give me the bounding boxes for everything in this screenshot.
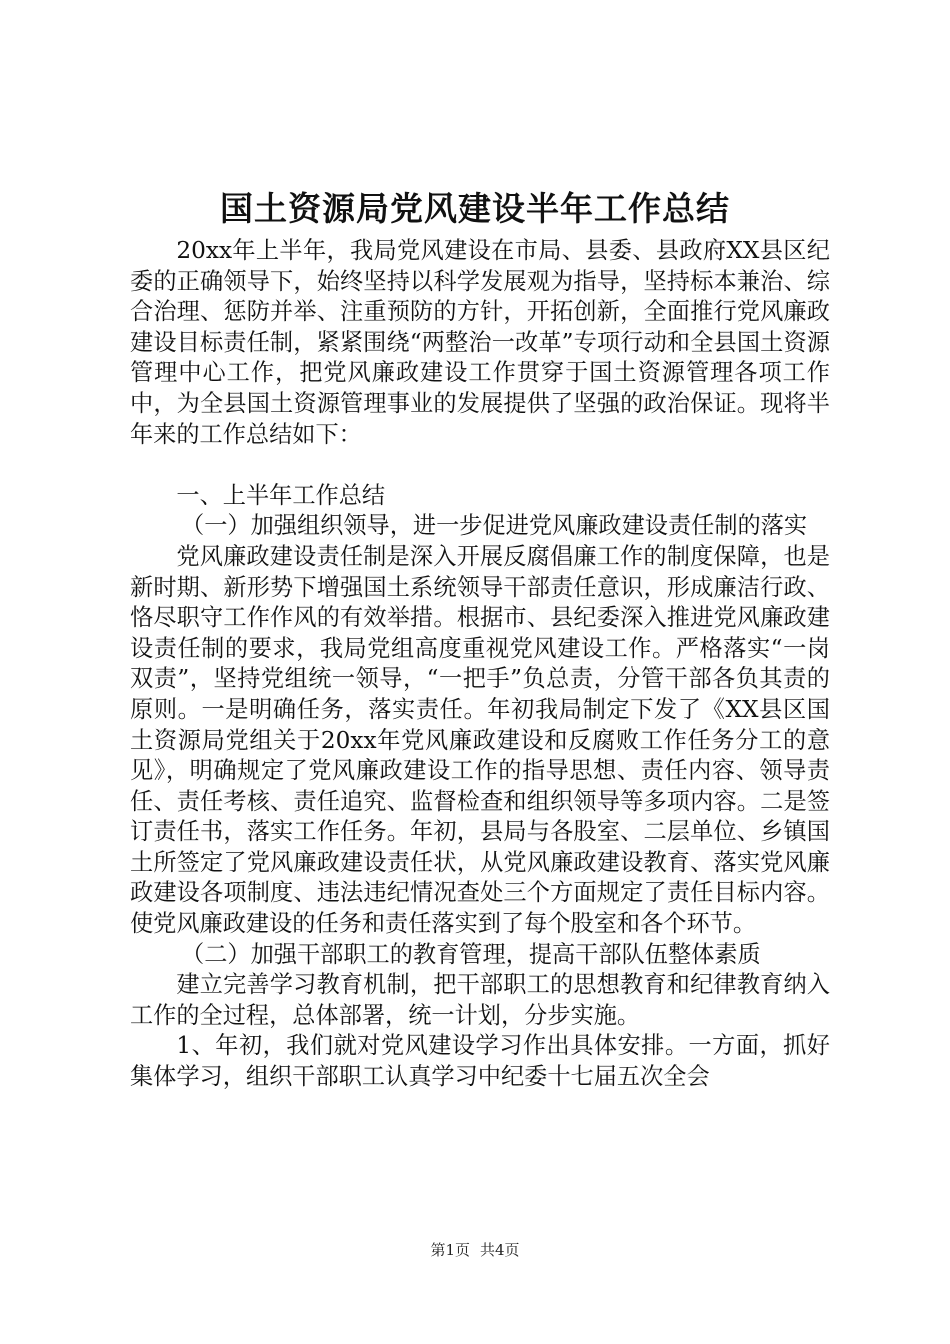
body-paragraph-1: 党风廉政建设责任制是深入开展反腐倡廉工作的制度保障，也是新时期、新形势下增强国土系统领导干部责任意识，形成廉洁行政、恪尽职守工作作风的有效举措。根据市、县纪委深入推进党风廉政建设责任制的要求，我局党组高度重视党风建设工作。严格落实“一岗双责”，坚持党组统一领导，“一把手”负总责，分管干部各负其责的原则。一是明确任务，落实责任。年初我局制定下发了《XX县区国土资源局党组关于20xx年党风廉政建设和反腐败工作任务分工的意见》，明确规定了党风廉政建设工作的指导思想、责任内容、领导责任、责任考核、责任追究、监督检查和组织领导等多项内容。二是签订责任书，落实工作任务。年初，县局与各股室、二层单位、乡镇国土所签定了党风廉政建设责任状，从党风廉政建设教育、落实党风廉政建设各项制度、违法违纪情况查处三个方面规定了责任目标内容。使党风廉政建设的任务和责任落实到了每个股室和各个环节。 [130, 542, 830, 938]
page-total: 共4页 [480, 1241, 520, 1259]
page-footer [0, 1240, 950, 1260]
subsection-heading-2: （二）加强干部职工的教育管理，提高干部队伍整体素质 [181, 940, 761, 968]
body-paragraph-2: 建立完善学习教育机制，把干部职工的思想教育和纪律教育纳入工作的全过程，总体部署，统一计划，分步实施。 [130, 971, 830, 1029]
page-number: 第1页 [430, 1241, 470, 1259]
body-paragraph-3: 1、年初，我们就对党风建设学习作出具体安排。一方面，抓好集体学习，组织干部职工认真学习中纪委十七届五次全会 [130, 1032, 830, 1091]
document-title: 国土资源局党风建设半年工作总结 [220, 189, 730, 228]
subsection-heading-1: （一）加强组织领导，进一步促进党风廉政建设责任制的落实 [181, 512, 808, 540]
document-body [130, 236, 830, 1093]
section-heading: 一、上半年工作总结 [176, 481, 386, 509]
intro-paragraph: 20xx年上半年，我局党风建设在市局、县委、县政府XX县区纪委的正确领导下，始终坚持以科学发展观为指导，坚持标本兼治、综合治理、惩防并举、注重预防的方针，开拓创新，全面推行党风廉政建设目标责任制，紧紧围绕“两整治一改革”专项行动和全县国土资源管理中心工作，把党风廉政建设工作贯穿于国土资源管理各项工作中，为全县国土资源管理事业的发展提供了坚强的政治保证。现将半年来的工作总结如下： [130, 237, 830, 448]
